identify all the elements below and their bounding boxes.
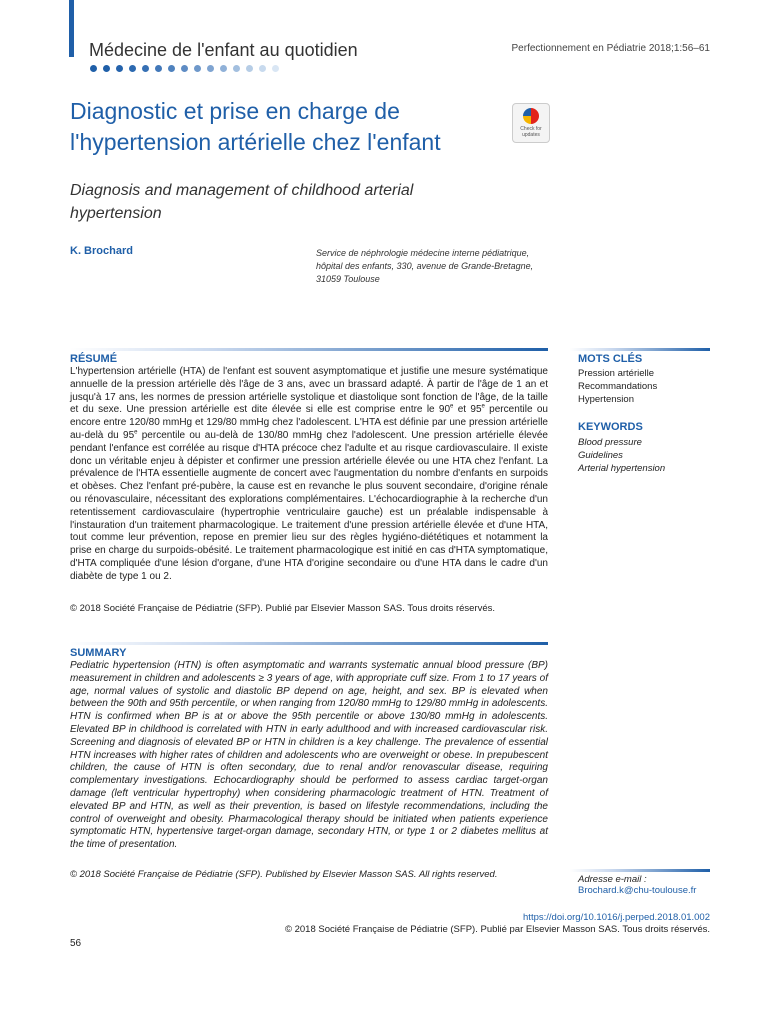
mots-cles-item: Pression artérielle — [578, 368, 655, 379]
author-email-link[interactable]: Brochard.k@chu-toulouse.fr — [578, 885, 697, 896]
decorative-dot — [272, 65, 279, 72]
resume-heading: RÉSUMÉ — [70, 353, 118, 365]
keyword-item: Blood pressure — [578, 437, 642, 448]
keyword-item: Arterial hypertension — [578, 463, 666, 474]
keywords-list — [578, 436, 665, 475]
decorative-dot — [207, 65, 214, 72]
check-for-updates-badge[interactable] — [512, 103, 550, 143]
mots-cles-heading: MOTS CLÉS — [578, 353, 643, 365]
article-english-title: Diagnosis and management of childhood arterial hypertension — [70, 182, 414, 222]
summary-heading: SUMMARY — [70, 647, 127, 659]
author-affiliation: Service de néphrologie médecine interne pédiatrique, hôpital des enfants, 330, avenue de Grande-Bretagne, 31059 Toulouse — [316, 248, 534, 284]
decorative-dot — [129, 65, 136, 72]
decorative-dot — [90, 65, 97, 72]
journal-title: Médecine de l'enfant au quotidien — [89, 40, 358, 60]
email-label: Adresse e-mail : — [578, 874, 647, 885]
resume-text: L'hypertension artérielle (HTA) de l'enfant est souvent asymptomatique et justifie une mesure systématique annuelle de la pression artérielle dès l'âge de 3 ans, avec un brassard adapté. À partir de l'âge de 1 an et jusqu'à 17 ans, les normes de pression artérielle systolique et diastolique sont fonction de l'âge, de la taille et du sexe. Une pression artérielle est dite élevée si elle est comprise entre le 90e et 95e percentile ou encore entre 120/80 mmHg et 129/80 mmHg chez l'adolescent. L'HTA est définie par une pression artérielle au-delà du 95e percentile ou au-delà de 130/80 mmHg chez l'adolescent. Une pression artérielle élevée pendant l'enfance est corrélée au risque d'HTA précoce chez l'adulte et au risque cardiovasculaire. Il existe donc un véritable enjeu à dépister et confirmer une pression artérielle élevée ou une HTA chez l'enfant. La prévalence de l'HTA essentielle augmente de concert avec l'augmentation du nombre d'enfants en surpoids et obèses. Chez l'enfant pré-pubère, la cause est en revanche le plus souvent secondaire, d'origine rénale ou rénovasculaire, nécessitant des explorations complémentaires. L'échocardiographie à la recherche d'un retentissement cardiovasculaire (hypertrophie ventriculaire gauche) est un préalable indispensable à l'instauration d'un traitement pharmacologique. Le traitement d'une pression artérielle élevée et d'une HTA, tout comme leur prévention, repose en premier lieu sur des règles hygiéno-diététiques et notamment la prise en charge du surpoids-obésité. Le traitement pharmacologique est initié en cas d'HTA symptomatique, d'HTA compliquée d'une lésion d'organe, d'une HTA d'origine secondaire ou d'une HTA dans le cadre d'un diabète de type 1 ou 2. — [70, 366, 548, 582]
footer-copyright: © 2018 Société Française de Pédiatrie (SFP). Publié par Elsevier Masson SAS. Tous droits réservés. — [284, 924, 710, 935]
decorative-dot — [168, 65, 175, 72]
summary-divider — [70, 642, 548, 645]
decorative-dot — [116, 65, 123, 72]
mots-cles-item: Hypertension — [578, 394, 634, 405]
decorative-dot — [142, 65, 149, 72]
keyword-item: Guidelines — [578, 450, 623, 461]
decorative-dot — [103, 65, 110, 72]
decorative-dot — [259, 65, 266, 72]
sidebar-email-divider — [570, 869, 710, 872]
decorative-dot — [181, 65, 188, 72]
mots-cles-item: Recommandations — [578, 381, 658, 392]
page-number: 56 — [70, 938, 82, 949]
author-name: K. Brochard — [70, 245, 133, 257]
sidebar-keywords-divider — [570, 348, 710, 351]
article-title: Diagnostic et prise en charge de l'hypertension artérielle chez l'enfant — [70, 98, 441, 155]
keywords-heading: KEYWORDS — [578, 421, 643, 433]
mots-cles-list — [578, 367, 657, 406]
summary-text: Pediatric hypertension (HTN) is often asymptomatic and warrants systematic annual blood pressure (BP) measurement in children and adolescents ≥ 3 years of age, with appropriate cuff size. From 1 to 17 years of age, normal values of systolic and diastolic BP depend on age, height, and sex. BP is elevated when between the 90th and 95th percentile, or when ranging from 120/80 mmHg to 129/80 mmHg in adolescents. HTN is confirmed when BP is at or above the 95th percentile or above 130/80 mmHg in adolescents. Elevated BP in childhood is correlated with HTN in early adulthood and with increased cardiovascular risk. Screening and diagnosis of elevated BP or HTN in children is a key challenge. The prevalence of essential HTN increases with higher rates of children and adolescents who are overweight or obese. In prepubescent children, the cause of HTN is often secondary, due to renal and/or renovascular disease, requiring complementary investigations. Echocardiography should be performed to assess cardiac target-organ damage (left ventricular hypertrophy) when considering pharmacologic treatment of HTN. Treatment of elevated BP and HTN, as well as their prevention, is based on lifestyle recommendations, including the control of overweight and obesity. Pharmacological therapy should be initiated when patients experience symptomatic HTN, hypertensive target-organ damage, secondary HTN, or type 1 or 2 diabetes mellitus at the time of presentation. — [70, 660, 548, 851]
decorative-dot-row — [90, 65, 279, 72]
decorative-dot — [194, 65, 201, 72]
check-for-updates-label: Check for updates — [520, 126, 542, 138]
check-for-updates-icon — [523, 108, 539, 124]
summary-copyright: © 2018 Société Française de Pédiatrie (SFP). Published by Elsevier Masson SAS. All rights reserved. — [70, 869, 498, 880]
header-accent-bar — [69, 0, 74, 57]
doi-link[interactable]: https://doi.org/10.1016/j.perped.2018.01.002 — [523, 912, 710, 923]
decorative-dot — [233, 65, 240, 72]
decorative-dot — [220, 65, 227, 72]
decorative-dot — [246, 65, 253, 72]
resume-copyright: © 2018 Société Française de Pédiatrie (SFP). Publié par Elsevier Masson SAS. Tous droits réservés. — [70, 603, 496, 614]
resume-divider — [70, 348, 548, 351]
decorative-dot — [155, 65, 162, 72]
journal-reference: Perfectionnement en Pédiatrie 2018;1:56–61 — [511, 43, 710, 54]
